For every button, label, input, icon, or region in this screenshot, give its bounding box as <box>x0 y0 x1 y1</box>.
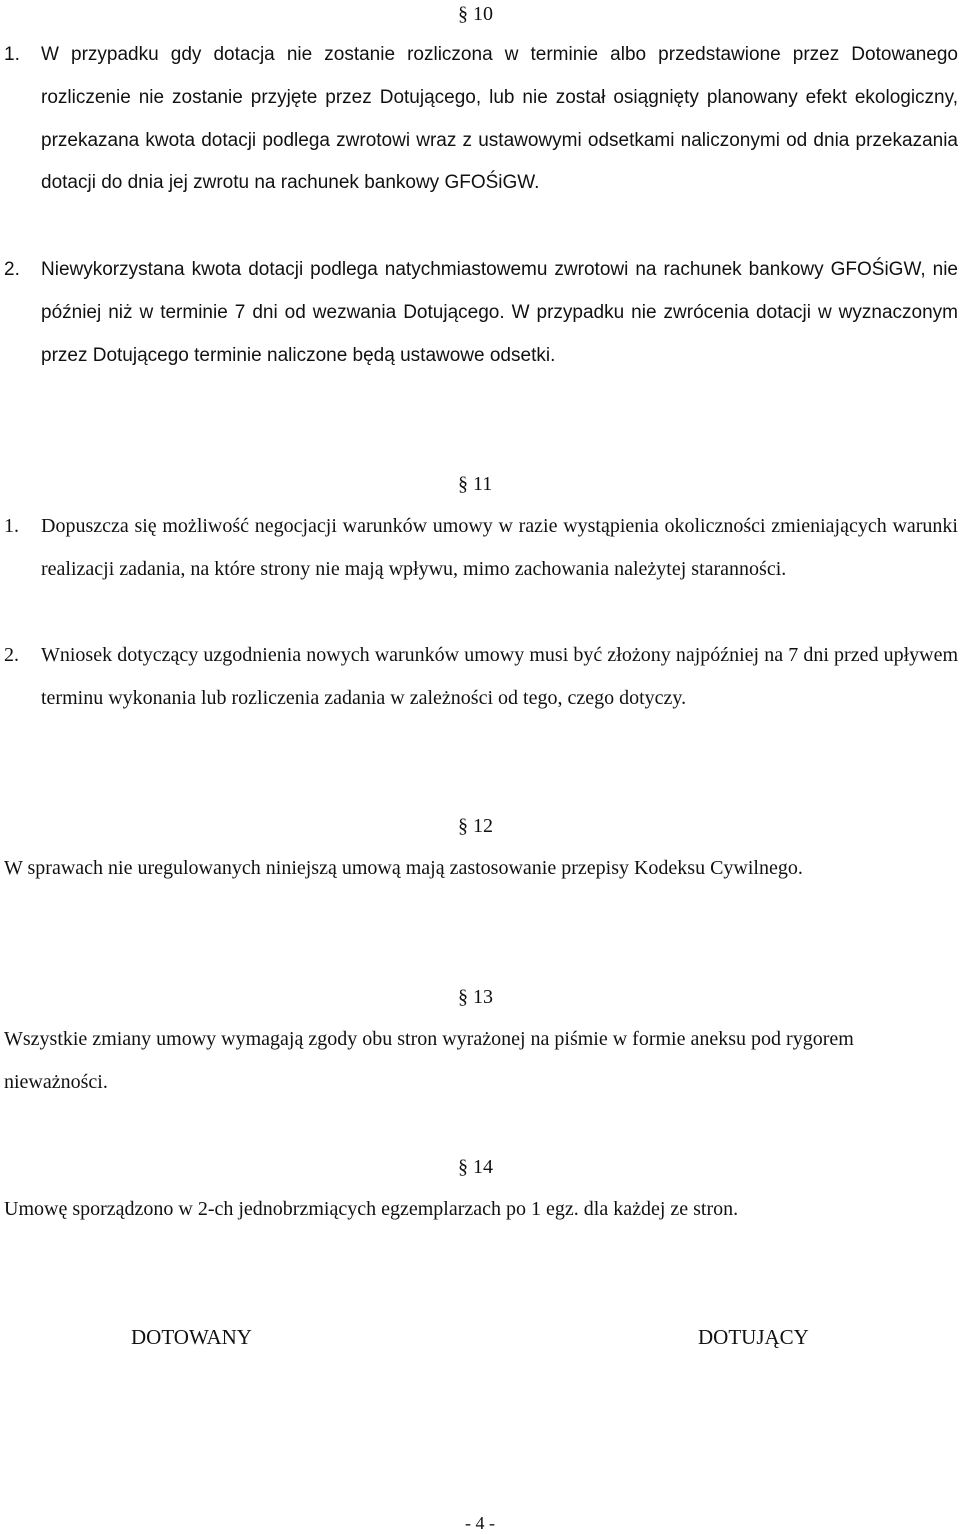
section-11-paragraph-2 <box>4 634 958 720</box>
section-14-text: Umowę sporządzono w 2-ch jednobrzmiących egzemplarzach po 1 egz. dla każdej ze stron. <box>4 1198 739 1220</box>
signature-dotowany: DOTOWANY <box>131 1325 252 1349</box>
signature-dotujacy: DOTUJĄCY <box>698 1325 809 1349</box>
section-12-heading: § 12 <box>458 815 493 837</box>
paragraph-number: 1. <box>4 515 19 537</box>
section-13-heading: § 13 <box>458 986 493 1008</box>
section-14-heading: § 14 <box>458 1156 493 1178</box>
paragraph-text: W przypadku gdy dotacja nie zostanie rozliczona w terminie albo przedstawione przez Dotowanego rozliczenie nie zostanie przyjęte przez Dotującego, lub nie został osiągnięty planowany efekt ekologiczny, przekazana kwota dotacji podlega zwrotowi wraz z ustawowymi odsetkami naliczonymi od dnia przekazania dotacji do dnia jej zwrotu na rachunek bankowy GFOŚiGW. <box>41 44 958 194</box>
section-12-text: W sprawach nie uregulowanych niniejszą umową mają zastosowanie przepisy Kodeksu Cywilnego. <box>4 857 803 879</box>
section-10-heading: § 10 <box>458 3 493 25</box>
section-11-heading: § 11 <box>458 473 493 495</box>
section-13-text: Wszystkie zmiany umowy wymagają zgody obu stron wyrażonej na piśmie w formie aneksu pod rygorem nieważności. <box>4 1028 854 1093</box>
page-number: - 4 - <box>465 1513 495 1533</box>
section-10-paragraph-2 <box>4 249 958 377</box>
paragraph-number: 2. <box>4 259 20 280</box>
paragraph-text: Dopuszcza się możliwość negocjacji warunków umowy w razie wystąpienia okoliczności zmieniających warunki realizacji zadania, na które strony nie mają wpływu, mimo zachowania należytej staranności. <box>41 515 958 580</box>
section-10-paragraph-1 <box>4 34 958 205</box>
paragraph-text: Niewykorzystana kwota dotacji podlega natychmiastowemu zwrotowi na rachunek bankowy GFOŚiGW, nie później niż w terminie 7 dni od wezwania Dotującego. W przypadku nie zwrócenia dotacji w wyznaczonym przez Dotującego terminie naliczone będą ustawowe odsetki. <box>41 259 958 366</box>
paragraph-number: 2. <box>4 644 19 666</box>
paragraph-text: Wniosek dotyczący uzgodnienia nowych warunków umowy musi być złożony najpóźniej na 7 dni przed upływem terminu wykonania lub rozliczenia zadania w zależności od tego, czego dotyczy. <box>41 644 958 709</box>
paragraph-number: 1. <box>4 44 20 65</box>
section-11-paragraph-1 <box>4 505 958 591</box>
